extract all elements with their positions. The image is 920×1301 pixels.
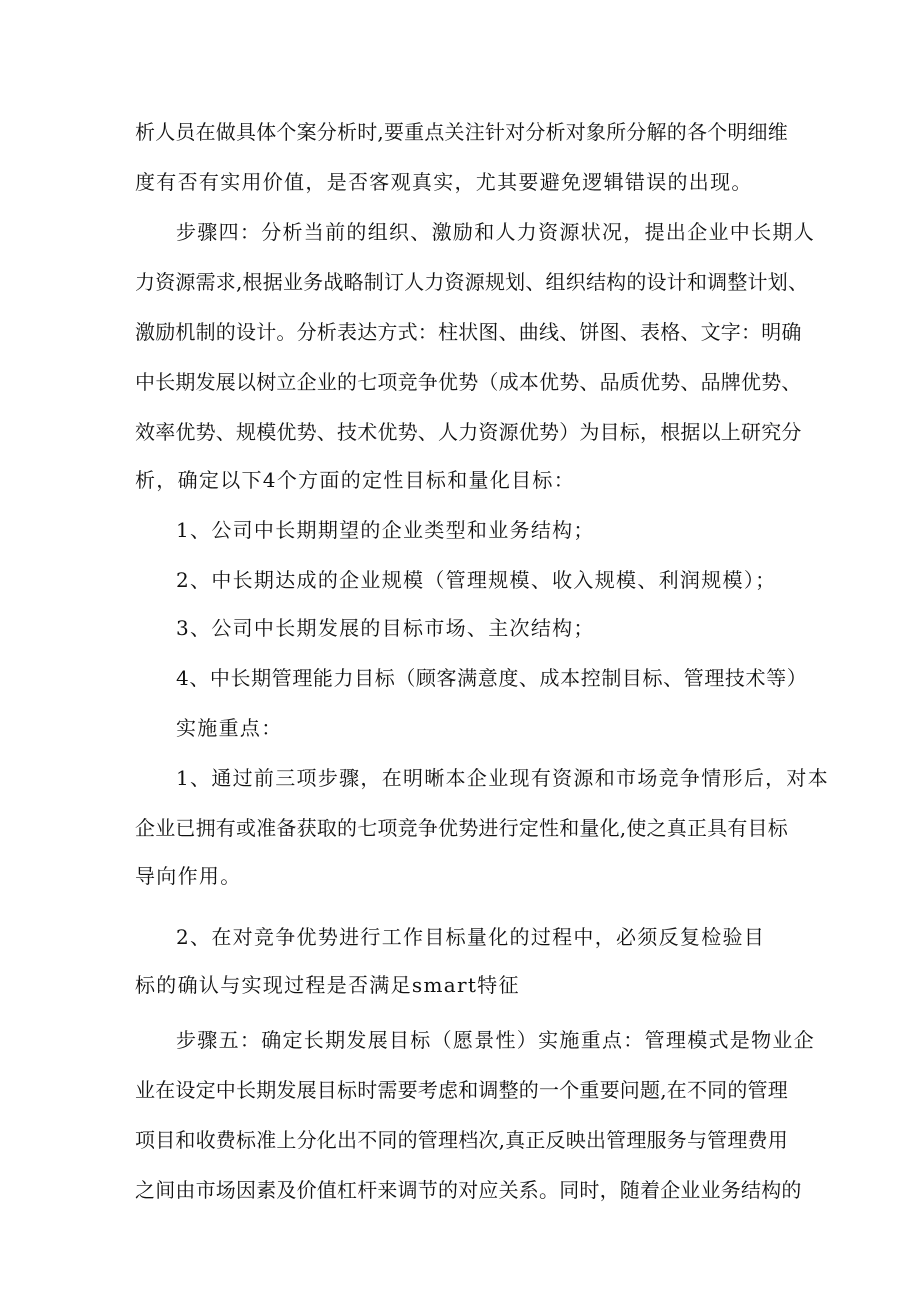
text-line: 项目和收费标准上分化出不同的管理档次,真正反映出管理服务与管理费用 <box>135 1128 788 1152</box>
text-line: 步骤四：分析当前的组织、激励和人力资源状况，提出企业中长期人 <box>176 220 815 244</box>
text-line: 度有否有实用价值，是否客观真实，尤其要避免逻辑错误的出现。 <box>135 170 753 194</box>
text-line: 导向作用。 <box>135 864 242 888</box>
list-item: 1、公司中长期期望的企业类型和业务结构； <box>176 518 595 542</box>
text-line: 标的确认与实现过程是否满足smart特征 <box>135 973 520 997</box>
section-heading: 实施重点： <box>176 716 283 740</box>
text-line: 1、通过前三项步骤，在明晰本企业现有资源和市场竞争情形后，对本 <box>176 766 830 790</box>
text-line: 力资源需求,根据业务战略制订人力资源规划、组织结构的设计和调整计划、 <box>135 270 809 294</box>
text-line: 2、在对竞争优势进行工作目标量化的过程中，必须反复检验目 <box>176 925 766 949</box>
text-line: 激励机制的设计。分析表达方式：柱状图、曲线、饼图、表格、文字：明确 <box>135 320 802 344</box>
text-line: 析人员在做具体个案分析时,要重点关注针对分析对象所分解的各个明细维 <box>135 120 788 144</box>
text-line: 效率优势、规模优势、技术优势、人力资源优势）为目标，根据以上研究分 <box>135 420 802 444</box>
text-line: 步骤五：确定长期发展目标（愿景性）实施重点：管理模式是物业企 <box>176 1028 815 1052</box>
text-line: 企业已拥有或准备获取的七项竞争优势进行定性和量化,使之真正具有目标 <box>135 816 788 840</box>
list-item: 3、公司中长期发展的目标市场、主次结构； <box>176 616 595 640</box>
list-item: 4、中长期管理能力目标（顾客满意度、成本控制目标、管理技术等） <box>176 666 808 690</box>
text-line: 业在设定中长期发展目标时需要考虑和调整的一个重要问题,在不同的管理 <box>135 1078 788 1102</box>
text-line: 析，确定以下4个方面的定性目标和量化目标： <box>135 468 576 492</box>
text-line: 中长期发展以树立企业的七项竞争优势（成本优势、品质优势、品牌优势、 <box>135 370 802 394</box>
text-line: 之间由市场因素及价值杠杆来调节的对应关系。同时，随着企业业务结构的 <box>135 1178 802 1202</box>
list-item: 2、中长期达成的企业规模（管理规模、收入规模、利润规模）； <box>176 568 777 592</box>
